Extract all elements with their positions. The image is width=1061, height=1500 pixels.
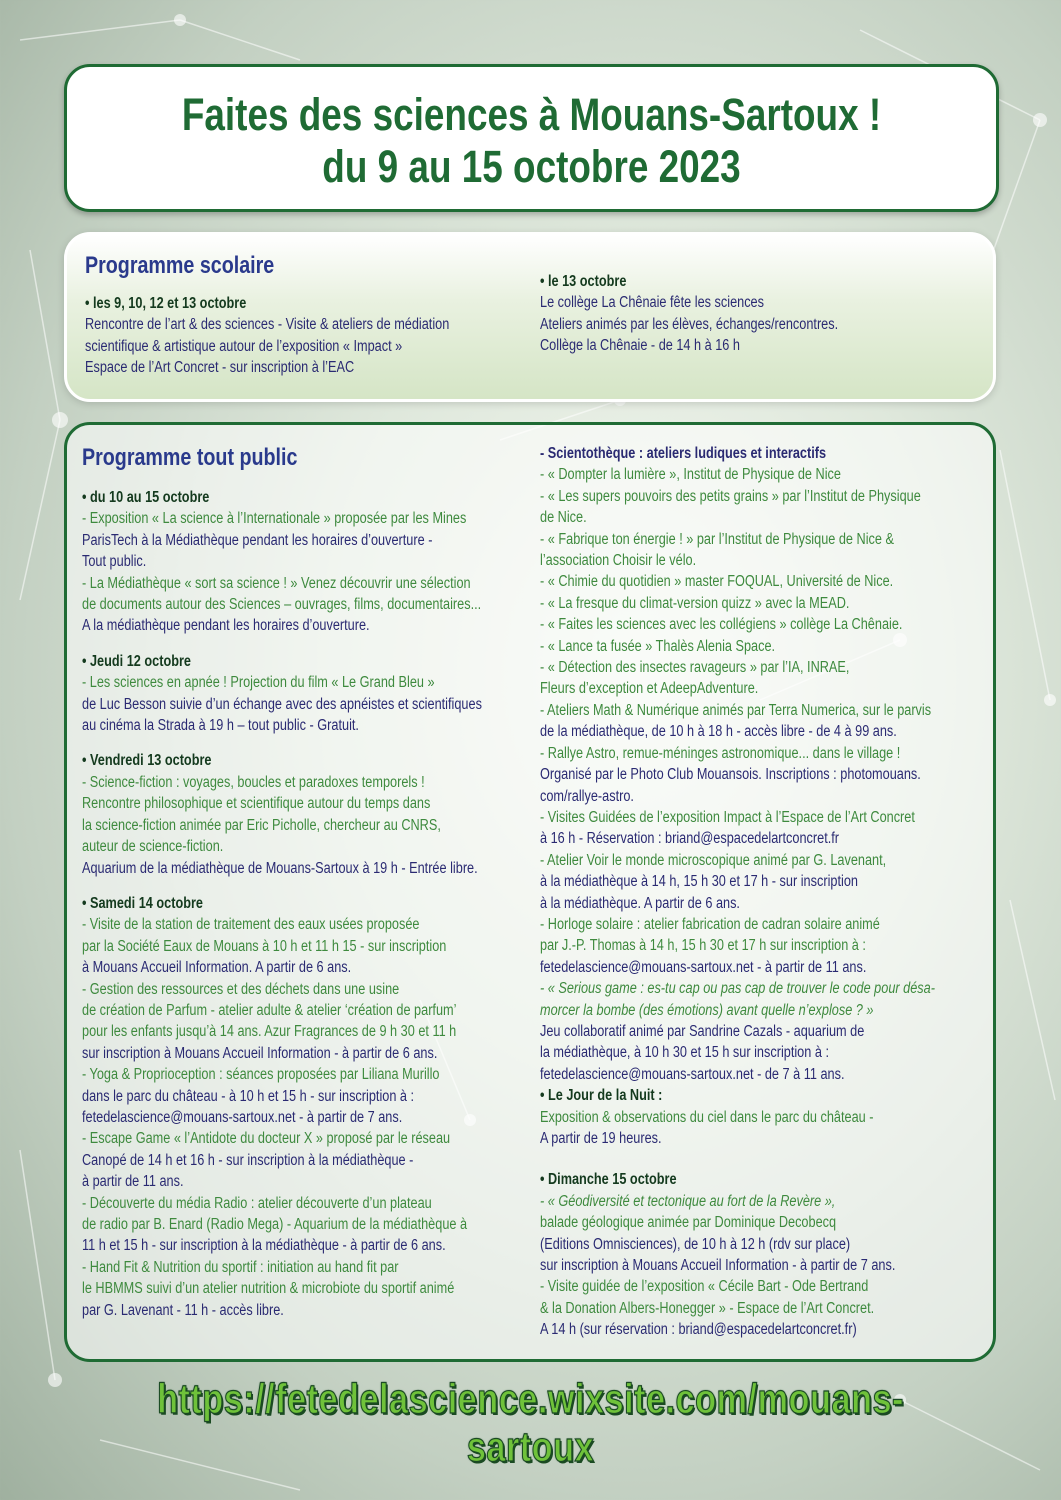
event-line: fetedelascience@mouans-sartoux.net - à partir de 11 ans. <box>540 958 867 976</box>
event-line: - Exposition « La science à l’Internationale » proposée par les Mines <box>82 510 467 528</box>
event-line: - Atelier Voir le monde microscopique animé par G. Lavenant, <box>540 851 887 869</box>
event-line: par J.-P. Thomas à 14 h, 15 h 30 et 17 h sur inscription à : <box>540 937 866 955</box>
event-line: dans le parc du château - à 10 h et 15 h - sur inscription à : <box>82 1087 415 1105</box>
event-line: - « Dompter la lumière », Institut de Physique de Nice <box>540 466 841 484</box>
event-line: par la Société Eaux de Mouans à 10 h et 11 h 15 - sur inscription <box>82 937 447 955</box>
event-line: Rencontre philosophique et scientifique autour du temps dans <box>82 795 431 813</box>
event-line: - Découverte du média Radio : atelier découverte d’un plateau <box>82 1194 432 1212</box>
event-line: com/rallye-astro. <box>540 787 634 805</box>
scolaire-line: Le collège La Chênaie fête les sciences <box>540 294 764 312</box>
event-line: fetedelascience@mouans-sartoux.net - de 7 à 11 ans. <box>540 1065 845 1083</box>
event-line: - « Les supers pouvoirs des petits grains » par l’Institut de Physique <box>540 487 921 505</box>
scolaire-line: Rencontre de l’art & des sciences - Visite & ateliers de médiation <box>85 316 450 334</box>
event-line: - « Chimie du quotidien » master FOQUAL, Université de Nice. <box>540 573 894 591</box>
programme-scolaire-heading: Programme scolaire <box>85 252 275 279</box>
event-date: • Le Jour de la Nuit : <box>540 1087 663 1105</box>
event-line: de Luc Besson suivie d’un échange avec des apnéistes et scientifiques <box>82 695 482 713</box>
event-line: de la médiathèque, de 10 h à 18 h - accès libre - de 4 à 99 ans. <box>540 723 897 741</box>
event-line: par G. Lavenant - 11 h - accès libre. <box>82 1301 284 1319</box>
event-line: - Escape Game « l’Antidote du docteur X » proposé par le réseau <box>82 1130 451 1148</box>
scientotheque-heading: - Scientothèque : ateliers ludiques et interactifs <box>540 445 827 462</box>
event-line: balade géologique animée par Dominique Decobecq <box>540 1214 837 1232</box>
event-line: sur inscription à Mouans Accueil Information - à partir de 6 ans. <box>82 1044 438 1062</box>
programme-public-heading: Programme tout public <box>82 444 298 471</box>
programme-scolaire-panel <box>64 232 996 402</box>
event-line: à Mouans Accueil Information. A partir de 6 ans. <box>82 959 352 977</box>
public-right-column <box>540 443 983 1341</box>
scolaire-date-1: • les 9, 10, 12 et 13 octobre <box>85 295 247 312</box>
scolaire-line: Ateliers animés par les élèves, échanges/rencontres. <box>540 315 839 333</box>
event-line: - Yoga & Proprioception : séances proposées par Liliana Murillo <box>82 1066 440 1084</box>
programme-public-panel <box>64 422 996 1362</box>
event-line: A 14 h (sur réservation : briand@espacedelartconcret.fr) <box>540 1321 857 1339</box>
scolaire-line: scientifique & artistique autour de l’exposition « Impact » <box>85 337 403 355</box>
event-line: A la médiathèque pendant les horaires d’ouverture. <box>82 617 370 635</box>
event-line: - « Serious game : es-tu cap ou pas cap de trouver le code pour désa- <box>540 980 935 998</box>
event-line: à 16 h - Réservation : briand@espacedelartconcret.fr <box>540 830 840 848</box>
event-line: A partir de 19 heures. <box>540 1130 662 1147</box>
scolaire-line: Collège la Chênaie - de 14 h à 16 h <box>540 337 740 355</box>
event-line: sur inscription à Mouans Accueil Information - à partir de 7 ans. <box>540 1257 896 1275</box>
event-line: & la Donation Albers-Honegger » - Espace de l’Art Concret. <box>540 1299 875 1317</box>
event-line: ParisTech à la Médiathèque pendant les horaires d’ouverture - <box>82 531 433 549</box>
event-line: fetedelascience@mouans-sartoux.net - à partir de 7 ans. <box>82 1108 403 1126</box>
event-line: de radio par B. Enard (Radio Mega) - Aquarium de la médiathèque à <box>82 1216 468 1233</box>
scolaire-line: Espace de l’Art Concret - sur inscription à l’EAC <box>85 359 355 377</box>
event-date: • Jeudi 12 octobre <box>82 652 191 670</box>
event-line: au cinéma la Strada à 19 h – tout public - Gratuit. <box>82 717 359 735</box>
event-line: à partir de 11 ans. <box>82 1173 184 1191</box>
event-line: la médiathèque, à 10 h 30 et 15 h sur inscription à : <box>540 1044 829 1062</box>
event-line: - Visite de la station de traitement des eaux usées proposée <box>82 916 420 934</box>
event-line: auteur de science-fiction. <box>82 838 224 856</box>
event-line: - La Médiathèque « sort sa science ! » Venez découvrir une sélection <box>82 574 471 592</box>
event-date: • du 10 au 15 octobre <box>82 489 210 506</box>
event-line: Fleurs d’exception et AdeepAdventure. <box>540 680 759 698</box>
event-line: - Science-fiction : voyages, boucles et paradoxes temporels ! <box>82 773 425 791</box>
event-line: - Visites Guidées de l’exposition Impact à l’Espace de l’Art Concret <box>540 808 915 826</box>
event-line: 11 h et 15 h - sur inscription à la médiathèque - à partir de 6 ans. <box>82 1237 446 1255</box>
event-line: - Rallye Astro, remue-méninges astronomique... dans le village ! <box>540 744 901 762</box>
event-line: - « Faites les sciences avec les collégiens » collège La Chênaie. <box>540 616 903 634</box>
event-line: Tout public. <box>82 553 147 571</box>
event-line: Jeu collaboratif animé par Sandrine Cazals - aquarium de <box>540 1022 865 1040</box>
page-subtitle-dates: du 9 au 15 octobre 2023 <box>322 141 741 192</box>
event-line: Organisé par le Photo Club Mouansois. Inscriptions : photomouans. <box>540 766 921 784</box>
scolaire-date-2: • le 13 octobre <box>540 273 627 290</box>
event-line: à la médiathèque à 14 h, 15 h 30 et 17 h - sur inscription <box>540 873 858 891</box>
event-line: - Gestion des ressources et des déchets dans une usine <box>82 980 400 998</box>
event-line: la science-fiction animée par Eric Picholle, chercheur au CNRS, <box>82 816 441 834</box>
event-line: morcer la bombe (des émotions) avant quelle n’explose ? » <box>540 1001 874 1019</box>
website-url[interactable]: https://fetedelascience.wixsite.com/mouans-sartoux <box>157 1375 904 1470</box>
event-line: - Ateliers Math & Numérique animés par Terra Numerica, sur le parvis <box>540 701 932 719</box>
event-line: - Horloge solaire : atelier fabrication de cadran solaire animé <box>540 915 880 933</box>
event-line: le HBMMS suivi d’un atelier nutrition & microbiote du sportif animé <box>82 1280 455 1298</box>
event-line: Aquarium de la médiathèque de Mouans-Sartoux à 19 h - Entrée libre. <box>82 859 478 877</box>
event-line: Exposition & observations du ciel dans le parc du château - <box>540 1108 874 1126</box>
event-line: - Les sciences en apnée ! Projection du film « Le Grand Bleu » <box>82 674 435 692</box>
event-date: • Samedi 14 octobre <box>82 894 204 912</box>
event-line: (Editions Omnisciences), de 10 h à 12 h (rdv sur place) <box>540 1235 851 1253</box>
event-line: à la médiathèque. A partir de 6 ans. <box>540 894 740 912</box>
event-line: - « Géodiversité et tectonique au fort de la Revère », <box>540 1192 836 1210</box>
event-line: - « Lance ta fusée » Thalès Alenia Space. <box>540 637 776 655</box>
event-line: - « Détection des insectes ravageurs » par l’IA, INRAE, <box>540 659 850 677</box>
event-line: l’association Choisir le vélo. <box>540 552 697 570</box>
event-line: de création de Parfum - atelier adulte & atelier ‘création de parfum’ <box>82 1001 457 1019</box>
title-panel <box>64 64 999 212</box>
event-line: - « Fabrique ton énergie ! » par l’Institut de Physique de Nice & <box>540 530 894 548</box>
public-left-column <box>82 487 525 1321</box>
event-line: de Nice. <box>540 509 587 527</box>
page-title: Faites des sciences à Mouans-Sartoux ! <box>181 89 882 140</box>
event-date: • Vendredi 13 octobre <box>82 752 212 770</box>
event-date: • Dimanche 15 octobre <box>540 1171 677 1189</box>
event-line: de documents autour des Sciences – ouvrages, films, documentaires... <box>82 596 482 614</box>
event-line: Canopé de 14 h et 16 h - sur inscription à la médiathèque - <box>82 1151 414 1169</box>
event-line: - Hand Fit & Nutrition du sportif : initiation au hand fit par <box>82 1258 399 1276</box>
event-line: - Visite guidée de l’exposition « Cécile Bart - Ode Bertrand <box>540 1278 869 1296</box>
event-line: pour les enfants jusqu’à 14 ans. Azur Fragrances de 9 h 30 et 11 h <box>82 1023 457 1041</box>
event-line: - « La fresque du climat-version quizz » avec la MEAD. <box>540 594 850 612</box>
